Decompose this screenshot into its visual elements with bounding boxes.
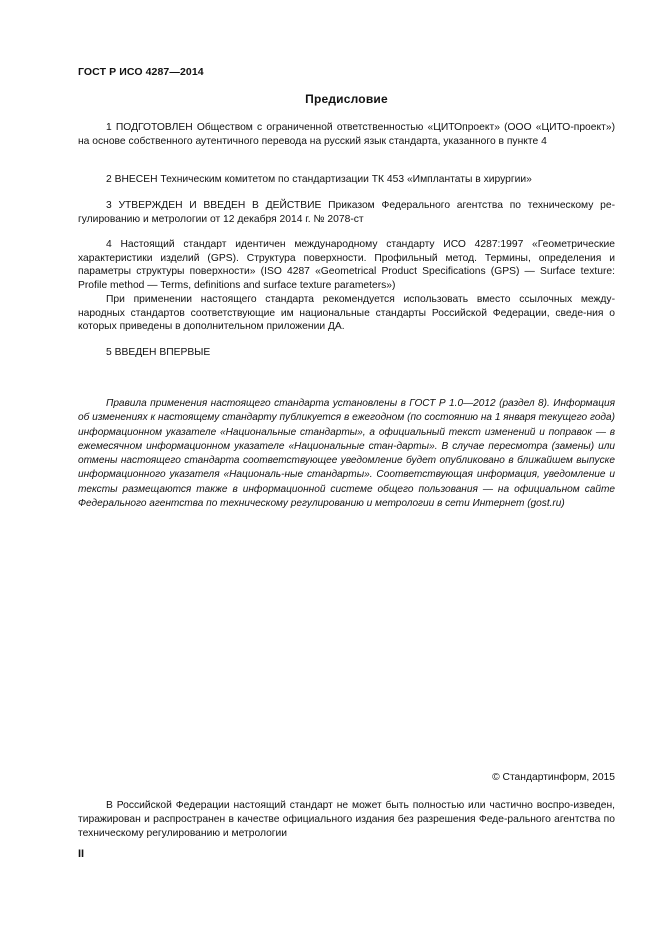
paragraph-references-note: При применении настоящего стандарта рекомендуется использовать вместо ссылочных между-народных стандартов соответствующие им национальные стандарты Российской Федерации, сведе-ния о которых приведены в дополнительном приложении ДА. bbox=[78, 294, 615, 333]
paragraph-introduced-by: 2 ВНЕСЕН Техническим комитетом по стандартизации ТК 453 «Имплантаты в хирургии» bbox=[106, 174, 532, 185]
page-header: ГОСТ Р ИСО 4287—2014 bbox=[78, 66, 204, 78]
paragraph-introduced-first-time: 5 ВВЕДЕН ВПЕРВЫЕ bbox=[106, 347, 211, 358]
page-number: II bbox=[78, 848, 85, 860]
paragraph-prepared-by: 1 ПОДГОТОВЛЕН Обществом с ограниченной ответственностью «ЦИТОпроект» (ООО «ЦИТО-проект») на основе собственного аутентичного перевода на русский язык стандарта, указанного в пункте 4 bbox=[78, 122, 615, 147]
page-title: Предисловие bbox=[305, 92, 388, 106]
copyright-line: © Стандартинформ, 2015 bbox=[492, 772, 615, 783]
paragraph-identical-standard: 4 Настоящий стандарт идентичен международному стандарту ИСО 4287:1997 «Геометрические характеристики изделий (GPS). Структура поверхности. Профильный метод. Термины, определения и параметры структуры поверхности» (ISO 4287 «Geometrical Product Specifications (GPS) — Surface texture: Profile method — Terms, definitions and surface texture parameters») bbox=[78, 239, 615, 291]
paragraph-approved: 3 УТВЕРЖДЕН И ВВЕДЕН В ДЕЙСТВИЕ Приказом Федерального агентства по техническому ре-гулированию и метрологии от 12 декабря 2014 г. № 2078-ст bbox=[78, 200, 615, 225]
notice-block: Правила применения настоящего стандарта установлены в ГОСТ Р 1.0—2012 (раздел 8). Информация об изменениях к настоящему стандарту публикуется в ежегодном (по состоянию на 1 января текущего года) информационном указателе «Национальные стандарты», а официальный текст изменений и поправок — в ежемесячном информационном указателе «Национальные стан-дарты». В случае пересмотра (замены) или отмены настоящего стандарта соответствующее уведомление будет опубликовано в ближайшем выпуске информационного указателя «Националь-ные стандарты». Соответствующая информация, уведомление и тексты размещаются также в информационной системе общего пользования — на официальном сайте Федерального агентства по техническому регулированию и метрологии в сети Интернет (gost.ru) bbox=[78, 398, 615, 510]
legal-notice: В Российской Федерации настоящий стандарт не может быть полностью или частично воспро-изведен, тиражирован и распространен в качестве официального издания без разрешения Феде-рального агентства по техническому регулированию и метрологии bbox=[78, 800, 615, 839]
